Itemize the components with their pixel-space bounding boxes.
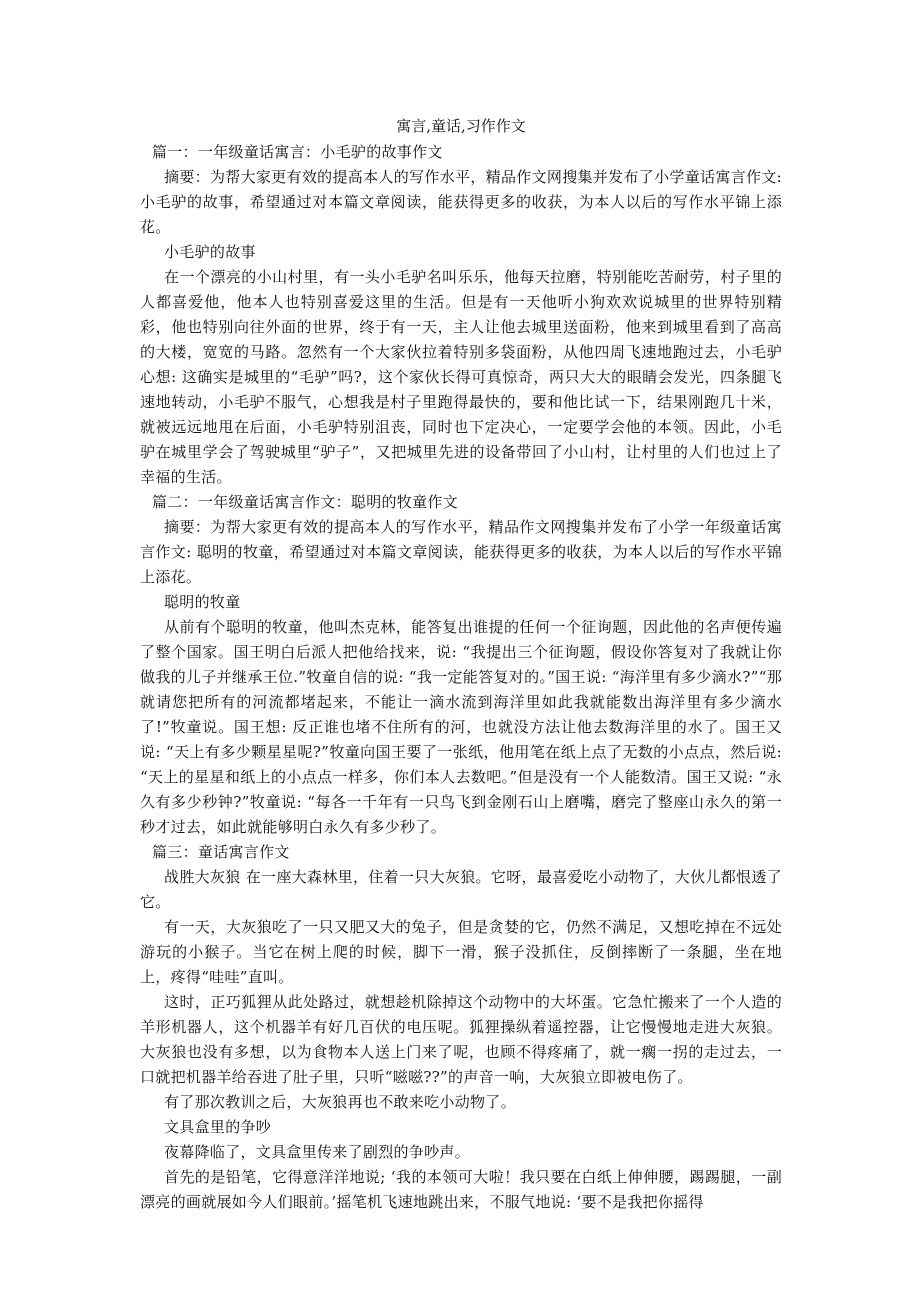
paragraph: 首先的是铅笔，它得意洋洋地说; ‘我的本领可大啦！我只要在白纸上伸伸腰，踢踢腿，一副漂亮的画就展如今人们眼前。’摇笔机飞速地跳出来，不服气地说: ‘要不是我把你摇得 [140,1168,782,1211]
section-heading: 篇二：一年级童话寓言作文：聪明的牧童作文 [152,493,459,511]
paragraph: 有一天，大灰狼吃了一只又肥又大的兔子，但是贪婪的它，仍然不满足，又想吃掉在不远处游玩的小猴子。当它在树上爬的时候，脚下一滑，猴子没抓住，反倒摔断了一条腿，坐在地上，疼得“哇哇”直叫。 [140,918,782,986]
story-heading: 聪明的牧童 [164,593,241,611]
paragraph: 从前有个聪明的牧童，他叫杰克林，能答复出谁提的任何一个征询题，因此他的名声便传遍了整个国家。国王明白后派人把他给找来，说: “我提出三个征询题，假设你答复对了我就让你做我的儿子并继承王位.”牧童自信的说: “我一定能答复对的。”国王说: “海洋里有多少滴水?”“那就请您把所有的河流都堵起来，不能让一滴水流到海洋里如此我就能数出海洋里有多少滴水了!”牧童说。国王想: 反正谁也堵不住所有的河，也就没方法让他去数海洋里的水了。国王又说: “天上有多少颗星星呢?”牧童向国王要了一张纸，他用笔在纸上点了无数的小点点，然后说: “天上的星星和纸上的小点点一样多，你们本人去数吧。”但是没有一个人能数清。国王又说: “永久有多少秒钟?”牧童说: “每各一千年有一只鸟飞到金刚石山上磨嘴，磨完了整座山永久的第一秒才过去，如此就能够明白永久有多少秒了。 [140,618,782,836]
paragraph: 夜幕降临了，文具盒里传来了剧烈的争吵声。 [164,1143,471,1161]
section-heading: 篇三：童话寓言作文 [152,843,290,861]
document-title: 寓言,童话,习作作文 [396,117,526,135]
paragraph: 有了那次教训之后，大灰狼再也不敢来吃小动物了。 [164,1093,516,1111]
paragraph-list [140,140,782,1215]
paragraph: 这时，正巧狐狸从此处路过，就想趁机除掉这个动物中的大坏蛋。它急忙搬来了一个人造的羊形机器人，这个机器羊有好几百伏的电压呢。狐狸操纵着遥控器，让它慢慢地走进大灰狼。大灰狼也没有多想，以为食物本人送上门来了呢，也顾不得疼痛了，就一瘸一拐的走过去，一口就把机器羊给吞进了肚子里，只听“嗞嗞??”的声音一响，大灰狼立即被电伤了。 [140,993,782,1086]
section-heading: 篇一：一年级童话寓言：小毛驴的故事作文 [152,143,443,161]
paragraph: 在一个漂亮的小山村里，有一头小毛驴名叫乐乐，他每天拉磨，特别能吃苦耐劳，村子里的人都喜爱他，他本人也特别喜爱这里的生活。但是有一天他听小狗欢欢说城里的世界特别精彩，他也特别向往外面的世界，终于有一天，主人让他去城里送面粉，他来到城里看到了高高的大楼，宽宽的马路。忽然有一个大家伙拉着特别多袋面粉，从他四周飞速地跑过去，小毛驴心想: 这确实是城里的“毛驴”吗?，这个家伙长得可真惊奇，两只大大的眼睛会发光，四条腿飞速地转动，小毛驴不服气，心想我是村子里跑得最快的，要和他比试一下，结果刚跑几十米，就被远远地甩在后面，小毛驴特别沮丧，同时也下定决心，一定要学会他的本领。因此，小毛驴在城里学会了驾驶城里“驴子”，又把城里先进的设备带回了小山村，让村里的人们也过上了幸福的生活。 [140,268,782,486]
story-heading: 战胜大灰狼 在一座大森林里，住着一只大灰狼。它呀，最喜爱吃小动物了，大伙儿都恨透了它。 [140,868,782,911]
paragraph: 摘要：为帮大家更有效的提高本人的写作水平，精品作文网搜集并发布了小学童话寓言作文: 小毛驴的故事，希望通过对本篇文章阅读，能获得更多的收获，为本人以后的写作水平锦上添花。 [140,168,782,236]
story-heading: 文具盒里的争吵 [164,1118,272,1136]
story-heading: 小毛驴的故事 [164,243,256,261]
document-body [140,112,782,1215]
paragraph: 摘要：为帮大家更有效的提高本人的写作水平，精品作文网搜集并发布了小学一年级童话寓言作文: 聪明的牧童，希望通过对本篇文章阅读，能获得更多的收获，为本人以后的写作水平锦上添花。 [140,518,782,586]
